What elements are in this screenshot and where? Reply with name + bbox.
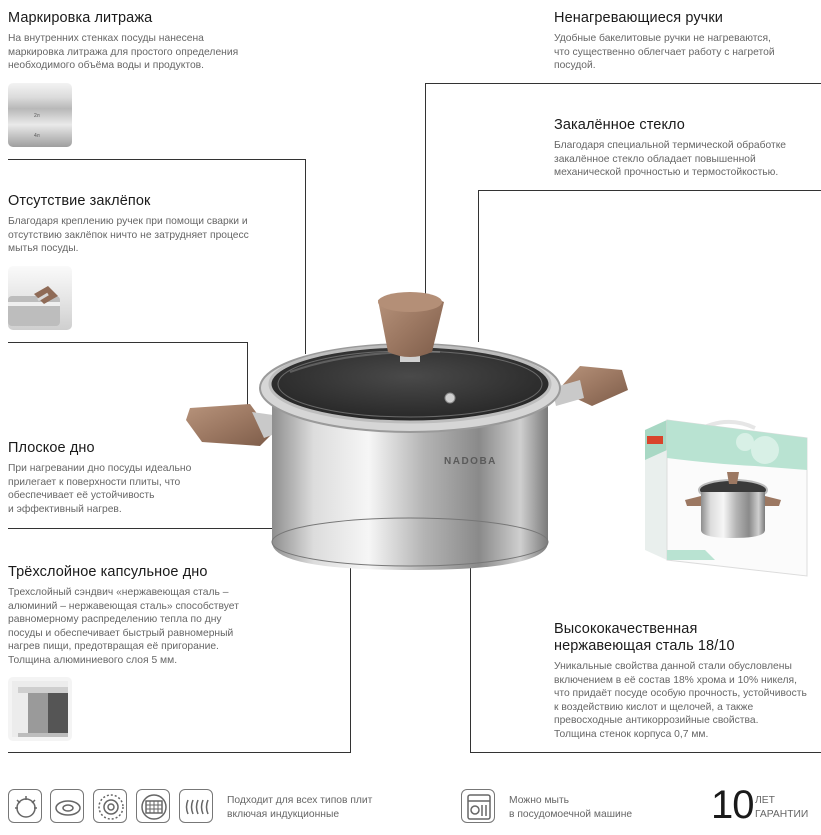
dishwasher-text: Можно мыть в посудомоечной машине — [509, 795, 633, 820]
marking-connector-h — [8, 159, 306, 160]
marking-title: Маркировка литража — [8, 10, 153, 26]
no-rivets-desc: Благодаря креплению ручек при помощи сварки и отсутствию заклёпок ничто не затрудняет процесс мытья посуды. — [8, 216, 249, 255]
no-rivets-title: Отсутствие заклёпок — [8, 193, 151, 209]
glass-desc: Благодаря специальной термической обработке закалённое стекло обладает повышенной механической прочностью и термостойкостью. — [554, 140, 787, 179]
pot-illustration — [180, 280, 640, 580]
warranty-number: 10 — [711, 783, 754, 827]
gas-stove-icon — [8, 789, 42, 823]
steel-title-line1: Высококачественная — [554, 621, 698, 637]
marking-desc: На внутренних стенках посуды нанесена маркировка литража для простого определения необходимого объёма воды и продуктов. — [8, 33, 239, 72]
handles-desc: Удобные бакелитовые ручки не нагреваются, что существенно облегчает работу с нагретой посудой. — [554, 33, 775, 72]
electric-stove-icon — [50, 789, 84, 823]
glass-connector-h — [478, 190, 821, 191]
steel-connector-h — [470, 752, 821, 753]
induction-stove-icon — [179, 789, 213, 823]
glass-title: Закалённое стекло — [554, 117, 685, 133]
capsule-bottom-icon — [8, 677, 72, 741]
halogen-stove-icon — [136, 789, 170, 823]
handles-connector-v — [425, 83, 426, 295]
welded-handle-icon — [8, 266, 72, 330]
no-rivets-thumbnail — [8, 266, 72, 330]
handles-connector-h — [425, 83, 821, 84]
capsule-bottom-desc: Трехслойный сэндвич «нержавеющая сталь – алюминий – нержавеющая сталь» способствует равномерному распределению тепла по дну посуды и обеспечивает быстрый равномерный нагрев пищи, предотвращая её пригорание. Толщина алюминиевого слоя 5 мм. — [8, 587, 239, 666]
package-box-illustration — [645, 410, 815, 580]
stoves-compat-text: Подходит для всех типов плит включая индукционные — [227, 795, 373, 820]
svg-text:NADOBA: NADOBA — [444, 456, 497, 467]
capsule-bottom-title: Трёхслойное капсульное дно — [8, 564, 208, 580]
capsule-bottom-thumbnail — [8, 677, 72, 741]
steel-title-line2: нержавеющая сталь 18/10 — [554, 638, 735, 654]
capsule-connector-v — [350, 552, 351, 753]
glass-ceramic-stove-icon — [93, 789, 127, 823]
steel-desc: Уникальные свойства данной стали обусловлены включением в её состав 18% хрома и 10% никеля, что придаёт посуде особую прочность, устойчивость к воздействию кислот и щелочей, а также превосходные антикоррозийные свойства. Толщина стенок корпуса 0,7 мм. — [554, 661, 807, 740]
handles-title: Ненагревающиеся ручки — [554, 10, 723, 26]
marking-thumbnail: 2л 4л — [8, 83, 72, 147]
flat-bottom-desc: При нагревании дно посуды идеально прилегает к поверхности плиты, что обеспечивает её устойчивость и эффективный нагрев. — [8, 463, 192, 515]
capsule-connector-h — [8, 752, 351, 753]
warranty-label: ЛЕТ ГАРАНТИИ — [755, 795, 809, 820]
flat-bottom-title: Плоское дно — [8, 440, 95, 456]
dishwasher-icon — [461, 789, 495, 823]
